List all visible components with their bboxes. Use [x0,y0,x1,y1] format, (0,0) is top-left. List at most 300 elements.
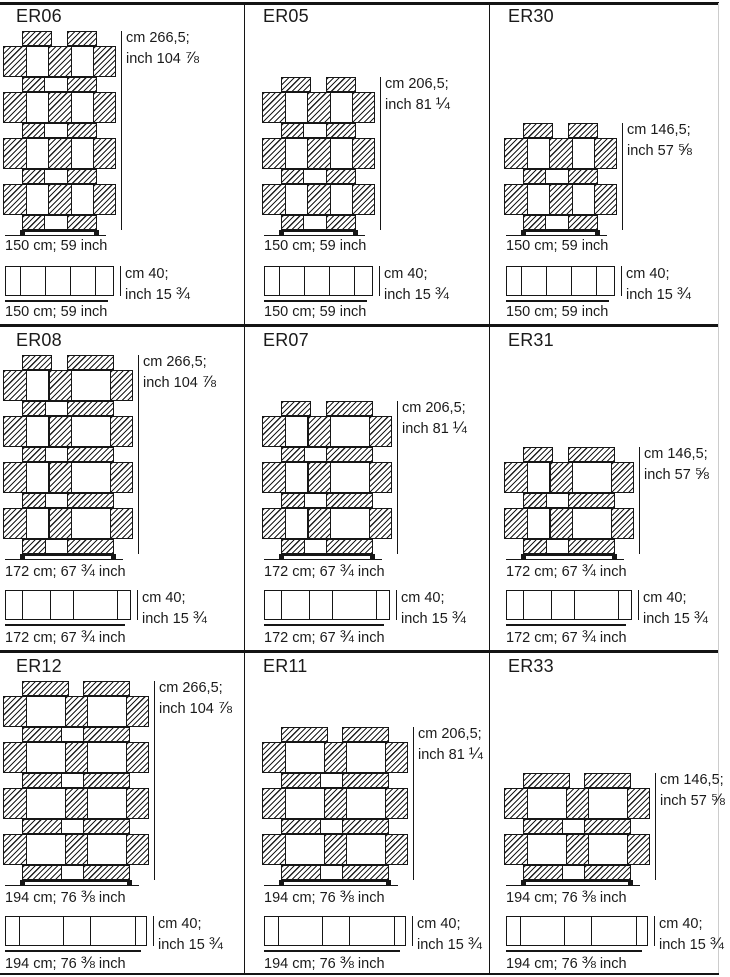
base-height-label-cm: cm 40; [125,266,169,282]
width-label: 194 cm; 76 ⅜ inch [264,887,385,906]
height-label-inch: inch 81 ¼ [402,418,467,437]
base-divider [63,917,64,945]
unit-title: ER11 [263,656,308,676]
base-divider [571,267,572,295]
height-label-cm: cm 266,5; [159,680,223,696]
width-label: 172 cm; 67 ¾ inch [264,561,385,580]
height-label-inch: inch 57 ⅝ [660,790,725,809]
width-label: 194 cm; 76 ⅜ inch [506,887,627,906]
open-module [572,462,612,493]
height-label-cm: cm 146,5; [627,122,691,138]
width-dimension-line [264,885,398,887]
base-divider [19,917,20,945]
open-module [87,834,127,865]
closed-module [385,788,408,819]
closed-module [93,92,116,123]
open-module [71,138,95,169]
plinth-line [521,554,618,556]
closed-module [3,416,27,447]
closed-module [65,788,89,819]
closed-module [568,539,615,554]
plinth-line [521,230,601,232]
base-divider [73,591,74,619]
height-dimension-line [413,727,415,880]
unit-title: ER12 [16,656,62,676]
base-divider [394,917,395,945]
base-height-label-cm: cm 40; [659,916,703,932]
closed-module [48,138,72,169]
closed-module [93,46,116,77]
base-width-label: 194 cm; 76 ⅜ inch [5,953,126,972]
closed-module [523,773,570,788]
base-height-dimension-line [379,266,381,296]
base-height-label-inch: inch 15 ¾ [659,934,724,953]
closed-module [324,834,348,865]
open-module [26,370,50,401]
unit-title: ER06 [16,6,62,26]
unit-cell-ER07 [245,327,489,648]
width-dimension-line [506,559,624,561]
height-dimension-line [622,123,624,230]
base-height-dimension-line [412,916,414,946]
open-module [71,416,111,447]
unit-title: ER30 [508,6,554,26]
closed-module [324,742,348,773]
closed-module [342,727,389,742]
closed-module [523,123,554,138]
open-module [71,462,111,493]
open-module [588,788,628,819]
closed-module [110,462,133,493]
closed-module [504,508,528,539]
plinth-line [279,880,392,882]
base-height-label-inch: inch 15 ¾ [384,284,449,303]
base-divider [596,267,597,295]
base-divider [309,591,310,619]
width-label: 150 cm; 59 inch [506,238,609,254]
closed-module [3,184,27,215]
closed-module [262,788,286,819]
plinth-line [279,554,376,556]
closed-module [326,401,373,416]
open-module [588,834,628,865]
open-module [71,508,111,539]
closed-module [627,834,650,865]
closed-module [3,788,27,819]
width-dimension-line [506,235,607,237]
closed-module [67,169,98,184]
open-module [572,508,612,539]
closed-module [262,92,286,123]
open-module [285,508,309,539]
base-divider [117,591,118,619]
base-width-label: 150 cm; 59 inch [264,304,367,320]
open-module [330,416,370,447]
closed-module [126,834,149,865]
closed-module [67,215,98,230]
width-dimension-line [5,885,139,887]
unit-cell-ER31 [490,327,729,648]
closed-module [49,462,73,493]
base-divider [20,267,21,295]
base-divider [574,591,575,619]
closed-module [65,696,89,727]
width-label: 172 cm; 67 ¾ inch [5,561,126,580]
closed-module [326,169,357,184]
open-module [572,184,596,215]
closed-module [83,819,130,834]
open-module [26,462,50,493]
open-module [330,92,354,123]
closed-module [3,46,27,77]
base-unit-diagram [506,266,615,296]
base-width-dimension-line [506,300,609,302]
base-divider [50,591,51,619]
plinth-line [521,880,634,882]
base-width-dimension-line [264,624,384,626]
height-dimension-line [380,77,382,230]
base-divider [332,591,333,619]
height-label-cm: cm 206,5; [385,76,449,92]
closed-module [22,31,53,46]
closed-module [22,681,69,696]
base-width-dimension-line [5,950,141,952]
height-label-inch: inch 104 ⅞ [126,48,199,67]
open-module [330,508,370,539]
closed-module [504,184,528,215]
closed-module [110,508,133,539]
open-module [87,742,127,773]
width-label: 150 cm; 59 inch [5,238,108,254]
base-height-label-inch: inch 15 ¾ [626,284,691,303]
base-unit-diagram [264,916,406,946]
closed-module [308,462,332,493]
closed-module [549,184,573,215]
base-width-dimension-line [506,624,626,626]
closed-module [352,92,375,123]
closed-module [326,123,357,138]
base-height-label-cm: cm 40; [626,266,670,282]
base-width-label: 194 cm; 76 ⅜ inch [506,953,627,972]
height-dimension-line [397,401,399,554]
closed-module [550,508,574,539]
closed-module [262,184,286,215]
open-module [527,834,567,865]
open-module [527,508,551,539]
closed-module [83,773,130,788]
closed-module [326,539,373,554]
open-module [71,184,95,215]
closed-module [307,184,331,215]
closed-module [67,31,98,46]
closed-module [110,416,133,447]
closed-module [369,462,392,493]
height-label-cm: cm 266,5; [143,354,207,370]
base-divider [322,917,323,945]
open-module [87,696,127,727]
closed-module [93,184,116,215]
base-width-label: 172 cm; 67 ¾ inch [5,627,126,646]
base-divider [90,917,91,945]
closed-module [65,834,89,865]
base-height-dimension-line [153,916,155,946]
base-width-label: 194 cm; 76 ⅜ inch [264,953,385,972]
closed-module [65,742,89,773]
closed-module [385,742,408,773]
unit-title: ER31 [508,330,554,350]
closed-module [83,681,130,696]
base-width-dimension-line [5,300,108,302]
closed-module [369,416,392,447]
base-divider [135,917,136,945]
closed-module [67,447,114,462]
base-divider [376,591,377,619]
width-dimension-line [264,235,365,237]
closed-module [126,696,149,727]
closed-module [326,215,357,230]
closed-module [307,92,331,123]
closed-module [568,447,615,462]
closed-module [308,508,332,539]
open-module [330,462,370,493]
open-module [330,184,354,215]
unit-cell-ER33 [490,653,729,974]
base-height-dimension-line [621,266,623,296]
closed-module [126,788,149,819]
plinth-line [20,554,117,556]
base-width-dimension-line [264,950,400,952]
open-module [346,834,386,865]
closed-module [49,370,73,401]
open-module [71,46,95,77]
width-dimension-line [264,559,382,561]
base-divider [636,917,637,945]
base-divider [70,267,71,295]
base-width-dimension-line [264,300,367,302]
base-divider [304,267,305,295]
open-module [285,138,309,169]
open-module [527,184,551,215]
closed-module [307,138,331,169]
closed-module [262,508,286,539]
closed-module [611,462,634,493]
closed-module [385,834,408,865]
closed-module [584,865,631,880]
base-height-label-cm: cm 40; [401,590,445,606]
open-module [527,788,567,819]
closed-module [549,138,573,169]
unit-title: ER07 [263,330,309,350]
height-label-inch: inch 81 ¼ [385,94,450,113]
closed-module [326,77,357,92]
open-module [346,742,386,773]
height-label-cm: cm 266,5; [126,30,190,46]
base-height-label-inch: inch 15 ¾ [142,608,207,627]
closed-module [67,355,114,370]
height-dimension-line [639,447,641,554]
height-label-inch: inch 104 ⅞ [159,698,232,717]
closed-module [594,138,617,169]
closed-module [3,138,27,169]
closed-module [48,92,72,123]
base-divider [523,591,524,619]
open-module [26,742,66,773]
closed-module [3,742,27,773]
closed-module [281,77,312,92]
height-label-inch: inch 57 ⅝ [627,140,692,159]
closed-module [566,834,590,865]
open-module [26,788,66,819]
base-divider [520,917,521,945]
base-height-label-inch: inch 15 ¾ [643,608,708,627]
unit-cell-ER06 [0,3,244,324]
base-height-dimension-line [137,590,139,620]
base-unit-diagram [5,916,147,946]
base-width-label: 172 cm; 67 ¾ inch [506,627,627,646]
base-height-label-inch: inch 15 ¾ [125,284,190,303]
base-height-label-inch: inch 15 ¾ [401,608,466,627]
closed-module [67,539,114,554]
width-dimension-line [5,235,106,237]
closed-module [584,819,631,834]
closed-module [3,508,27,539]
open-module [87,788,127,819]
base-height-label-cm: cm 40; [384,266,428,282]
base-divider [45,267,46,295]
base-divider [521,267,522,295]
closed-module [3,834,27,865]
unit-cell-ER05 [245,3,489,324]
base-divider [618,591,619,619]
base-divider [278,917,279,945]
closed-module [3,462,27,493]
base-height-dimension-line [654,916,656,946]
plinth-line [20,880,133,882]
closed-module [342,865,389,880]
closed-module [281,727,328,742]
open-module [285,742,325,773]
height-label-inch: inch 81 ¼ [418,744,483,763]
open-module [346,788,386,819]
height-dimension-line [154,681,156,880]
open-module [26,834,66,865]
base-width-label: 150 cm; 59 inch [506,304,609,320]
closed-module [504,138,528,169]
closed-module [352,184,375,215]
open-module [26,416,50,447]
closed-module [49,416,73,447]
open-module [285,834,325,865]
closed-module [568,123,599,138]
closed-module [262,416,286,447]
closed-module [110,370,133,401]
closed-module [67,123,98,138]
plinth-line [279,230,359,232]
base-height-label-cm: cm 40; [643,590,687,606]
base-unit-diagram [5,590,131,620]
closed-module [504,788,528,819]
base-divider [349,917,350,945]
closed-module [568,215,599,230]
open-module [26,92,50,123]
width-dimension-line [506,885,640,887]
base-unit-diagram [264,266,373,296]
closed-module [342,819,389,834]
closed-module [67,493,114,508]
base-divider [281,591,282,619]
base-width-dimension-line [506,950,642,952]
base-divider [591,917,592,945]
height-label-cm: cm 206,5; [418,726,482,742]
closed-module [326,447,373,462]
unit-cell-ER12 [0,653,244,974]
height-label-inch: inch 57 ⅝ [644,464,709,483]
unit-title: ER08 [16,330,62,350]
plinth-line [20,230,100,232]
open-module [572,138,596,169]
closed-module [308,416,332,447]
closed-module [568,493,615,508]
unit-title: ER33 [508,656,554,676]
closed-module [22,355,53,370]
closed-module [3,370,27,401]
base-height-dimension-line [120,266,122,296]
height-label-cm: cm 146,5; [660,772,724,788]
closed-module [126,742,149,773]
closed-module [83,865,130,880]
open-module [285,788,325,819]
base-height-label-cm: cm 40; [417,916,461,932]
base-unit-diagram [506,590,632,620]
base-height-label-inch: inch 15 ¾ [158,934,223,953]
open-module [527,138,551,169]
closed-module [281,401,312,416]
open-module [285,92,309,123]
open-module [26,184,50,215]
base-divider [546,267,547,295]
closed-module [67,77,98,92]
open-module [527,462,551,493]
open-module [285,416,309,447]
closed-module [326,493,373,508]
closed-module [594,184,617,215]
base-width-dimension-line [5,624,125,626]
height-label-inch: inch 104 ⅞ [143,372,216,391]
base-width-label: 150 cm; 59 inch [5,304,108,320]
width-label: 194 cm; 76 ⅜ inch [5,887,126,906]
open-module [26,696,66,727]
open-module [285,462,309,493]
open-module [26,46,50,77]
closed-module [566,788,590,819]
closed-module [49,508,73,539]
base-divider [551,591,552,619]
open-module [71,370,111,401]
height-dimension-line [655,773,657,880]
closed-module [504,462,528,493]
base-unit-diagram [506,916,648,946]
base-divider [22,591,23,619]
closed-module [342,773,389,788]
closed-module [584,773,631,788]
base-divider [564,917,565,945]
closed-module [48,184,72,215]
width-dimension-line [5,559,123,561]
closed-module [352,138,375,169]
closed-module [93,138,116,169]
height-dimension-line [138,355,140,554]
closed-module [262,742,286,773]
